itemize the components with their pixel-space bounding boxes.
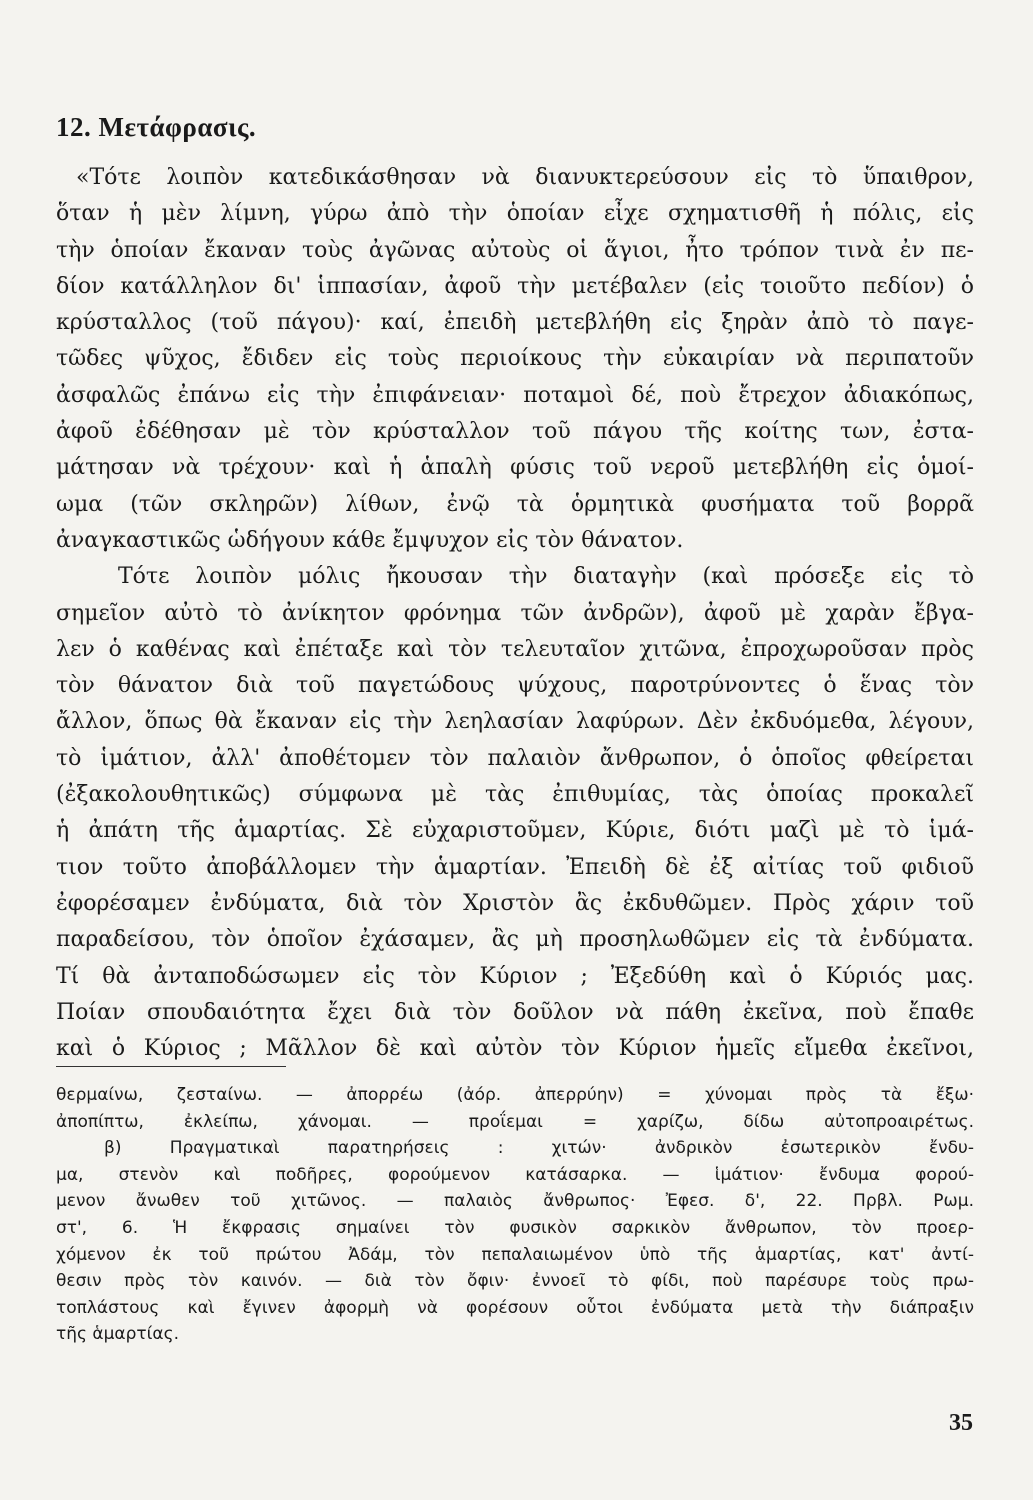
main-line-15: τὸν θάνατον διὰ τοῦ παγετώδους ψύχους, παροτρύνοντες ὁ ἕνας τὸν: [56, 673, 974, 699]
main-line-13: σημεῖον αὐτὸ τὸ ἀνίκητον φρόνημα τῶν ἀνδρῶν), ἀφοῦ μὲ χαρὰν ἔβγα-: [56, 600, 974, 626]
main-line-9: μάτησαν νὰ τρέχουν· καὶ ἡ ἁπαλὴ φύσις τοῦ νεροῦ μετεβλήθη εἰς ὁμοί-: [56, 455, 974, 481]
page-number: 35: [949, 1410, 973, 1436]
note-line-3: β) Πραγματικαὶ παρατηρήσεις : χιτών· ἀνδρικὸν ἐσωτερικὸν ἔνδυ-: [104, 1138, 974, 1159]
footnotes: [56, 1082, 974, 1348]
main-line-14: λεν ὁ καθένας καὶ ἐπέταξε καὶ τὸν τελευταῖον χιτῶνα, ἐπροχωροῦσαν πρὸς: [56, 636, 974, 662]
main-line-25: καὶ ὁ Κύριος ; Μᾶλλον δὲ καὶ αὐτὸν τὸν Κύριον ἡμεῖς εἴμεθα ἐκεῖνοι,: [56, 1036, 974, 1062]
main-line-20: τιον τοῦτο ἀποβάλλομεν τὴν ἁμαρτίαν. Ἐπειδὴ δὲ ἐξ αἰτίας τοῦ φιδιοῦ: [56, 854, 974, 880]
main-line-10: ωμα (τῶν σκληρῶν) λίθων, ἐνῷ τὰ ὁρμητικὰ φυσήματα τοῦ βορρᾶ: [56, 491, 974, 517]
main-line-12: Τότε λοιπὸν μόλις ἤκουσαν τὴν διαταγὴν (καὶ πρόσεξε εἰς τὸ: [118, 564, 974, 590]
main-line-7: ἀσφαλῶς ἐπάνω εἰς τὴν ἐπιφάνειαν· ποταμοὶ δέ, ποὺ ἔτρεχον ἀδιακόπως,: [56, 382, 974, 408]
main-line-4: δίον κατάλληλον δι' ἱππασίαν, ἀφοῦ τὴν μετέβαλεν (εἰς τοιοῦτο πεδίον) ὁ: [56, 273, 974, 299]
note-line-7: χόμενον ἐκ τοῦ πρώτου Ἀδάμ, τὸν πεπαλαιωμένον ὑπὸ τῆς ἁμαρτίας, κατ' ἀντί-: [56, 1244, 974, 1265]
main-line-23: Τί θὰ ἀνταποδώσωμεν εἰς τὸν Κύριον ; Ἐξεδύθη καὶ ὁ Κύριός μας.: [56, 963, 974, 989]
section-heading: 12. Μετάφρασις.: [56, 112, 257, 142]
note-line-10: τῆς ἁμαρτίας.: [56, 1324, 179, 1345]
main-line-21: ἐφορέσαμεν ἐνδύματα, διὰ τὸν Χριστὸν ἂς ἐκδυθῶμεν. Πρὸς χάριν τοῦ: [56, 890, 974, 916]
note-line-4: μα, στενὸν καὶ ποδῆρες, φορούμενον κατάσαρκα. — ἱμάτιον· ἔνδυμα φορού-: [56, 1164, 974, 1185]
note-line-8: θεσιν πρὸς τὸν καινόν. — διὰ τὸν ὄφιν· ἐννοεῖ τὸ φίδι, ποὺ παρέσυρε τοὺς πρω-: [56, 1271, 974, 1292]
main-line-8: ἀφοῦ ἐδέθησαν μὲ τὸν κρύσταλλον τοῦ πάγου τῆς κοίτης των, ἐστα-: [56, 419, 974, 445]
main-line-2: ὅταν ἡ μὲν λίμνη, γύρω ἀπὸ τὴν ὁποίαν εἶχε σχηματισθῆ ἡ πόλις, εἰς: [56, 201, 974, 227]
main-line-22: παραδείσου, τὸν ὁποῖον ἐχάσαμεν, ἂς μὴ προσηλωθῶμεν εἰς τὰ ἐνδύματα.: [56, 927, 974, 953]
note-line-2: ἀποπίπτω, ἐκλείπω, χάνομαι. — προΐεμαι = χαρίζω, δίδω αὐτοπροαιρέτως.: [56, 1111, 974, 1132]
main-text: [56, 160, 974, 1067]
main-line-5: κρύσταλλος (τοῦ πάγου)· καί, ἐπειδὴ μετεβλήθη εἰς ξηρὰν ἀπὸ τὸ παγε-: [56, 310, 974, 336]
main-line-3: τὴν ὁποίαν ἔκαναν τοὺς ἀγῶνας αὐτοὺς οἱ ἅγιοι, ἦτο τρόπον τινὰ ἐν πε-: [56, 237, 974, 263]
main-line-19: ἡ ἀπάτη τῆς ἁμαρτίας. Σὲ εὐχαριστοῦμεν, Κύριε, διότι μαζὶ μὲ τὸ ἱμά-: [56, 818, 974, 844]
main-line-18: (ἐξακολουθητικῶς) σύμφωνα μὲ τὰς ἐπιθυμίας, τὰς ὁποίας προκαλεῖ: [56, 782, 974, 808]
note-line-9: τοπλάστους καὶ ἔγινεν ἀφορμὴ νὰ φορέσουν οὗτοι ἐνδύματα μετὰ τὴν διάπραξιν: [56, 1297, 974, 1318]
footnote-rule: [56, 1066, 286, 1067]
note-line-1: θερμαίνω, ζεσταίνω. — ἀπορρέω (ἀόρ. ἀπερρύην) = χύνομαι πρὸς τὰ ἔξω·: [56, 1085, 974, 1105]
main-line-17: τὸ ἱμάτιον, ἀλλ' ἀποθέτομεν τὸν παλαιὸν ἄνθρωπον, ὁ ὁποῖος φθείρεται: [56, 745, 974, 771]
main-line-11: ἀναγκαστικῶς ὡδήγουν κάθε ἔμψυχον εἰς τὸν θάνατον.: [56, 527, 684, 553]
main-line-16: ἄλλον, ὅπως θὰ ἔκαναν εἰς τὴν λεηλασίαν λαφύρων. Δὲν ἐκδυόμεθα, λέγουν,: [56, 709, 974, 735]
main-line-6: τῶδες ψῦχος, ἔδιδεν εἰς τοὺς περιοίκους τὴν εὐκαιρίαν νὰ περιπατοῦν: [56, 346, 974, 372]
main-line-1: «Τότε λοιπὸν κατεδικάσθησαν νὰ διανυκτερεύσουν εἰς τὸ ὕπαιθρον,: [76, 165, 974, 190]
main-line-24: Ποίαν σπουδαιότητα ἔχει διὰ τὸν δοῦλον νὰ πάθη ἐκεῖνα, ποὺ ἔπαθε: [56, 999, 974, 1025]
note-line-6: στ', 6. Ἡ ἔκφρασις σημαίνει τὸν φυσικὸν σαρκικὸν ἄνθρωπον, τὸν προερ-: [56, 1217, 974, 1238]
note-line-5: μενον ἄνωθεν τοῦ χιτῶνος. — παλαιὸς ἄνθρωπος· Ἐφεσ. δ', 22. Πρβλ. Ρωμ.: [56, 1191, 974, 1212]
